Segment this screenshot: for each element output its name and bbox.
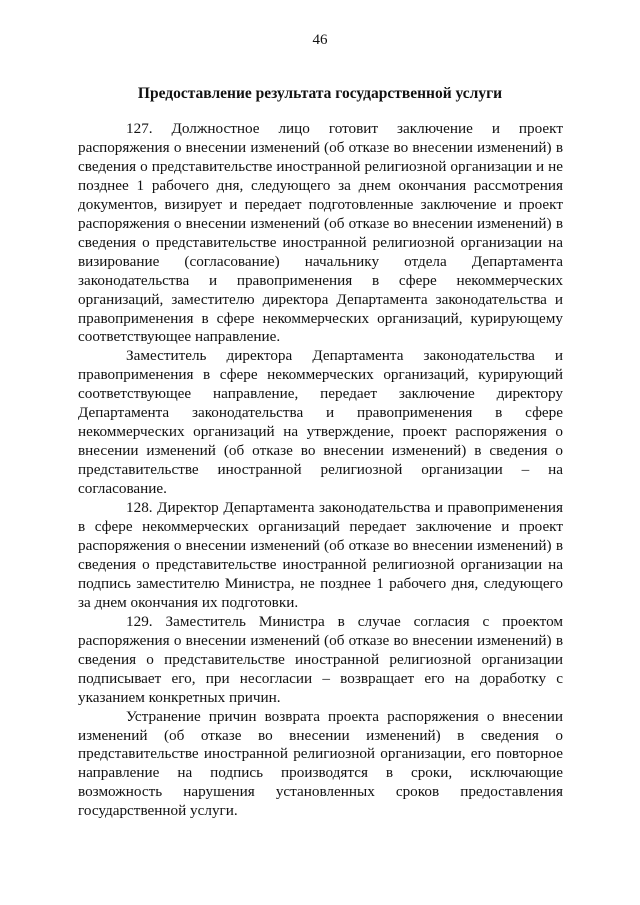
- page-number: 46: [312, 32, 328, 48]
- paragraph-127: 127. Должностное лицо готовит заключение и проект распоряжения о внесении изменений (об отказе во внесении изменений) в сведения о представительстве иностранной религиозной организации и не позднее 1 рабочего дня, следующего за днем окончания рассмотрения документов, визирует и передает подготовленные заключение и проект распоряжения о внесении изменений (об отказе во внесении изменений) в сведения о представительстве иностранной религиозной организации на визирование (согласование) начальнику отдела Департамента законодательства и правоприменения в сфере некоммерческих организаций, заместителю директора Департамента законодательства и правоприменения в сфере некоммерческих организаций, курирующему соответствующее направление.: [78, 120, 563, 346]
- paragraph-deputy-director: Заместитель директора Департамента законодательства и правоприменения в сфере некоммерческих организаций, курирующий соответствующее направление, передает заключение директору Департамента законодательства и правоприменения в сфере некоммерческих организаций на утверждение, проект распоряжения о внесении изменений (об отказе во внесении изменений) в сведения о представительстве иностранной религиозной организации – на согласование.: [78, 347, 563, 498]
- document-body: [78, 120, 563, 821]
- paragraph-128: 128. Директор Департамента законодательства и правоприменения в сфере некоммерческих организаций передает заключение и проект распоряжения о внесении изменений (об отказе во внесении изменений) в сведения о представительстве иностранной религиозной организации на подпись заместителю Министра, не позднее 1 рабочего дня, следующего за днем окончания их подготовки.: [78, 499, 563, 611]
- paragraph-129: 129. Заместитель Министра в случае согласия с проектом распоряжения о внесении изменений (об отказе во внесении изменений) в сведения о представительстве иностранной религиозной организации подписывает его, при несогласии – возвращает его на доработку с указанием конкретных причин.: [78, 612, 563, 706]
- paragraph-return-elimination: Устранение причин возврата проекта распоряжения о внесении изменений (об отказе во внесении изменений) в сведения о представительстве иностранной религиозной организации, его повторное направление на подпись производятся в сроки, исключающие возможность нарушения установленных сроков предоставления государственной услуги.: [78, 707, 563, 820]
- section-title: Предоставление результата государственной услуги: [137, 85, 503, 102]
